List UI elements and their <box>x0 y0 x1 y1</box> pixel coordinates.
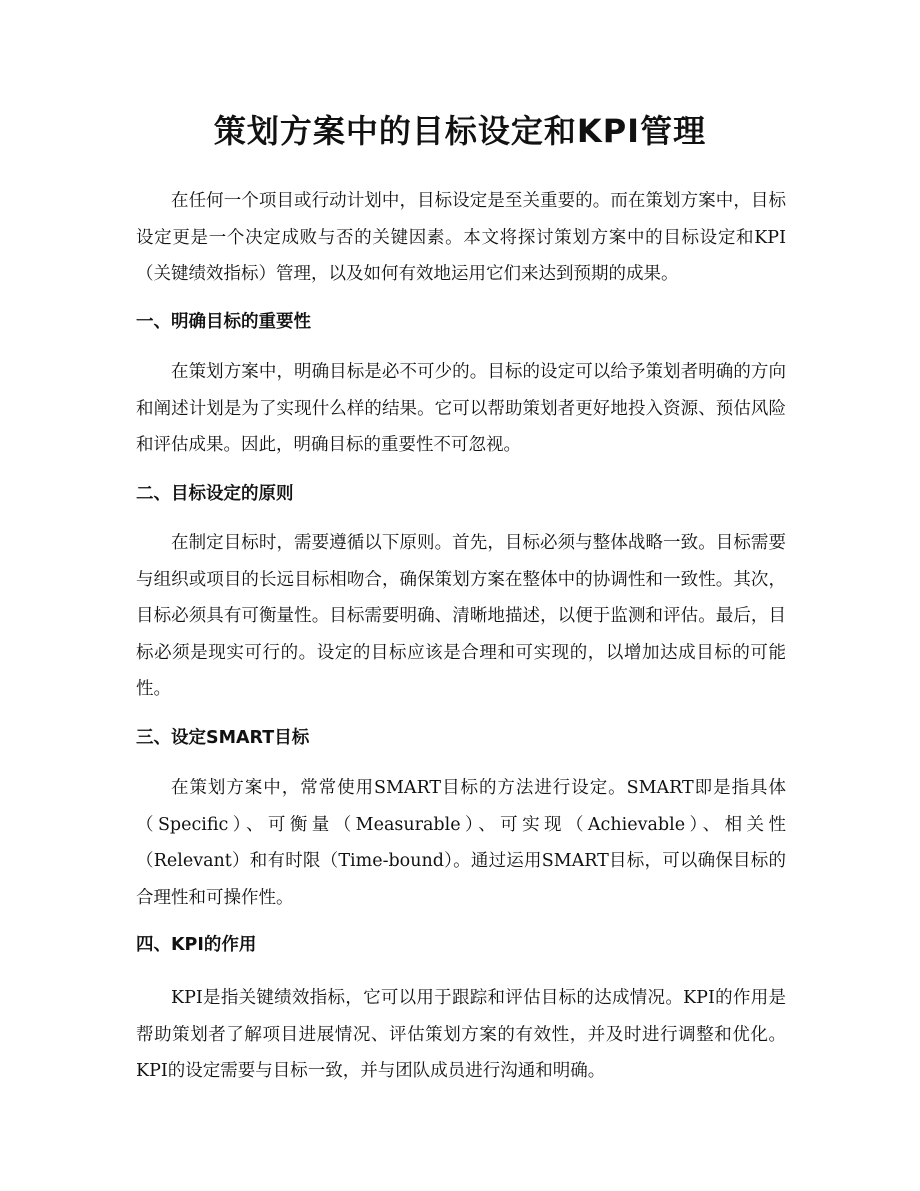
section-1-heading-block <box>136 307 786 337</box>
section-paragraph: 在策划方案中，常常使用SMART目标的方法进行设定。SMART即是指具体（Specific）、可衡量（Measurable）、可实现（Achievable）、相关性（Relevant）和有时限（Time-bound）。通过运用SMART目标，可以确保目标的合理性和可操作性。 <box>136 778 786 908</box>
section-2-body-block <box>136 525 786 708</box>
intro-section <box>136 183 786 293</box>
section-heading: 三、设定SMART目标 <box>136 728 310 748</box>
section-4-heading-block <box>136 930 786 960</box>
section-paragraph: KPI是指关键绩效指标，它可以用于跟踪和评估目标的达成情况。KPI的作用是帮助策划者了解项目进展情况、评估策划方案的有效性，并及时进行调整和优化。KPI的设定需要与目标一致，并与团队成员进行沟通和明确。 <box>136 988 786 1081</box>
intro-paragraph: 在任何一个项目或行动计划中，目标设定是至关重要的。而在策划方案中，目标设定更是一个决定成败与否的关键因素。本文将探讨策划方案中的目标设定和KPI（关键绩效指标）管理，以及如何有效地运用它们来达到预期的成果。 <box>136 191 786 284</box>
section-2-heading-block <box>136 479 786 509</box>
section-heading: 一、明确目标的重要性 <box>136 312 311 332</box>
section-1-body-block <box>136 354 786 464</box>
section-3-heading-block <box>136 723 786 753</box>
section-heading: 二、目标设定的原则 <box>136 484 294 504</box>
section-3-body-block <box>136 770 786 916</box>
document-title: 策划方案中的目标设定和KPI管理 <box>213 112 707 150</box>
section-paragraph: 在策划方案中，明确目标是必不可少的。目标的设定可以给予策划者明确的方向和阐述计划是为了实现什么样的结果。它可以帮助策划者更好地投入资源、预估风险和评估成果。因此，明确目标的重要性不可忽视。 <box>136 362 786 455</box>
section-4-body-block <box>136 980 786 1090</box>
section-heading: 四、KPI的作用 <box>136 935 257 955</box>
section-paragraph: 在制定目标时，需要遵循以下原则。首先，目标必须与整体战略一致。目标需要与组织或项目的长远目标相吻合，确保策划方案在整体中的协调性和一致性。其次，目标必须具有可衡量性。目标需要明确、清晰地描述，以便于监测和评估。最后，目标必须是现实可行的。设定的目标应该是合理和可实现的，以增加达成目标的可能性。 <box>136 533 786 699</box>
